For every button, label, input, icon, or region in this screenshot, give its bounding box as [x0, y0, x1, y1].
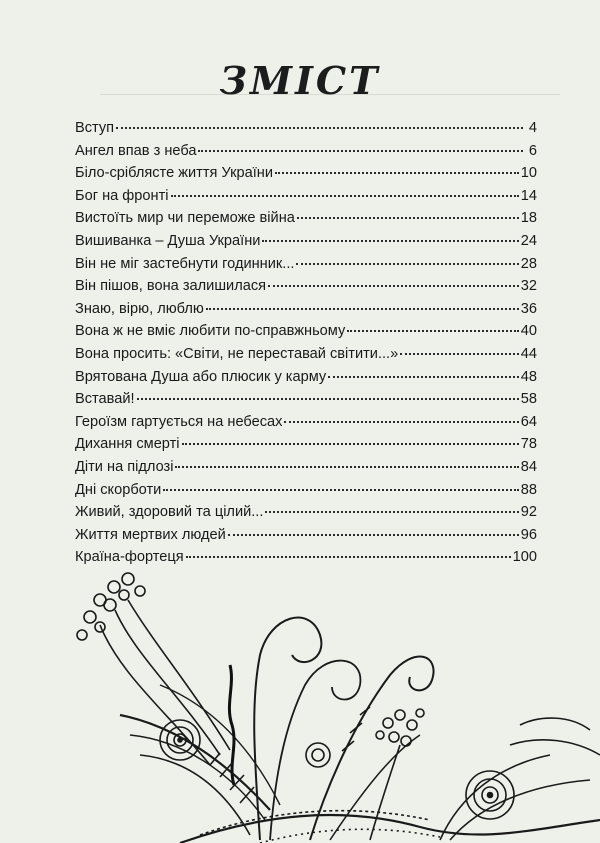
toc-entry-page: 92: [520, 504, 537, 521]
toc-entry: [75, 207, 537, 230]
toc-entry-page: 44: [520, 345, 537, 362]
table-of-contents: [75, 117, 537, 569]
toc-entry-page: 100: [512, 549, 537, 566]
toc-entry-title: Дні скорботи: [75, 481, 162, 498]
toc-entry-page: 88: [520, 481, 537, 498]
toc-entry: [75, 162, 537, 185]
toc-entry-title: Він не міг застебнути годинник...: [75, 255, 295, 272]
toc-entry-title: Вистоїть мир чи переможе війна: [75, 210, 295, 227]
toc-entry-title: Життя мертвих людей: [75, 526, 226, 543]
page-title: ЗМІСТ: [219, 58, 381, 103]
toc-entry-page: 64: [520, 413, 537, 430]
dot-leader: [171, 194, 519, 197]
toc-entry: [75, 140, 537, 163]
toc-entry-page: 10: [520, 165, 537, 182]
toc-entry: [75, 411, 537, 434]
toc-entry: [75, 456, 537, 479]
toc-entry-page: 32: [520, 278, 537, 295]
toc-entry-title: Вступ: [75, 120, 115, 136]
toc-entry-title: Країна-фортеця: [75, 549, 184, 566]
toc-entry-title: Вставай!: [75, 391, 135, 408]
toc-entry-title: Живий, здоровий та цілий...: [75, 504, 264, 521]
toc-entry-page: 40: [520, 323, 537, 340]
dot-leader: [400, 352, 519, 355]
dot-leader: [163, 488, 518, 491]
toc-entry: [75, 524, 537, 547]
toc-entry-title: Героїзм гартується на небесах: [75, 413, 283, 430]
toc-entry-page: 18: [520, 210, 537, 227]
toc-entry-page: 78: [520, 436, 537, 453]
toc-entry-title: Діти на підлозі: [75, 458, 174, 475]
toc-entry-title: Врятована Душа або плюсик у карму: [75, 368, 327, 385]
dot-leader: [137, 397, 519, 400]
toc-entry: [75, 298, 537, 321]
toc-entry: [75, 433, 537, 456]
dot-leader: [275, 171, 519, 174]
dot-leader: [265, 510, 518, 513]
toc-entry-page: 6: [528, 142, 537, 159]
toc-entry-title: Він пішов, вона залишилася: [75, 278, 267, 295]
toc-entry: [75, 253, 537, 276]
toc-entry-page: 58: [520, 391, 537, 408]
toc-entry-page: 84: [520, 458, 537, 475]
toc-entry: [75, 366, 537, 389]
dot-leader: [182, 442, 519, 445]
dot-leader: [297, 216, 519, 219]
toc-entry-title: Біло-сріблясте життя України: [75, 165, 273, 182]
toc-entry-title: Вишиванка – Душа України: [75, 232, 261, 249]
toc-entry-title: Бог на фронті: [75, 187, 169, 204]
toc-entry-title: Вона просить: «Світи, не переставай світити...»: [75, 345, 399, 362]
toc-entry: [75, 185, 537, 208]
toc-entry-title: Дихання смерті: [75, 436, 180, 453]
toc-entry: [75, 501, 537, 524]
dot-leader: [284, 420, 518, 423]
dot-leader: [186, 555, 511, 558]
dot-leader: [296, 262, 518, 265]
toc-entry-page: 48: [520, 368, 537, 385]
floral-ornament-icon: [60, 565, 600, 843]
dot-leader: [347, 329, 518, 332]
toc-entry-page: 28: [520, 255, 537, 272]
toc-entry: [75, 388, 537, 411]
toc-entry: [75, 230, 537, 253]
toc-entry-page: 96: [520, 526, 537, 543]
toc-entry-title: Вона ж не вміє любити по-справжньому: [75, 323, 346, 340]
toc-entry-page: 4: [528, 120, 537, 136]
dot-leader: [328, 375, 519, 378]
toc-entry: [75, 479, 537, 502]
toc-entry-title: Ангел впав з неба: [75, 142, 197, 159]
toc-entry: [75, 320, 537, 343]
dot-leader: [175, 465, 518, 468]
dot-leader: [198, 149, 523, 152]
toc-entry: [75, 275, 537, 298]
toc-entry-page: 14: [520, 187, 537, 204]
toc-entry-page: 36: [520, 300, 537, 317]
dot-leader: [262, 239, 518, 242]
dot-leader: [206, 307, 519, 310]
dot-leader: [116, 126, 523, 129]
dot-leader: [268, 284, 519, 287]
dot-leader: [228, 533, 519, 536]
toc-entry-title: Знаю, вірю, люблю: [75, 300, 204, 317]
toc-entry-page: 24: [520, 232, 537, 249]
toc-entry: [75, 343, 537, 366]
toc-entry: [75, 117, 537, 140]
